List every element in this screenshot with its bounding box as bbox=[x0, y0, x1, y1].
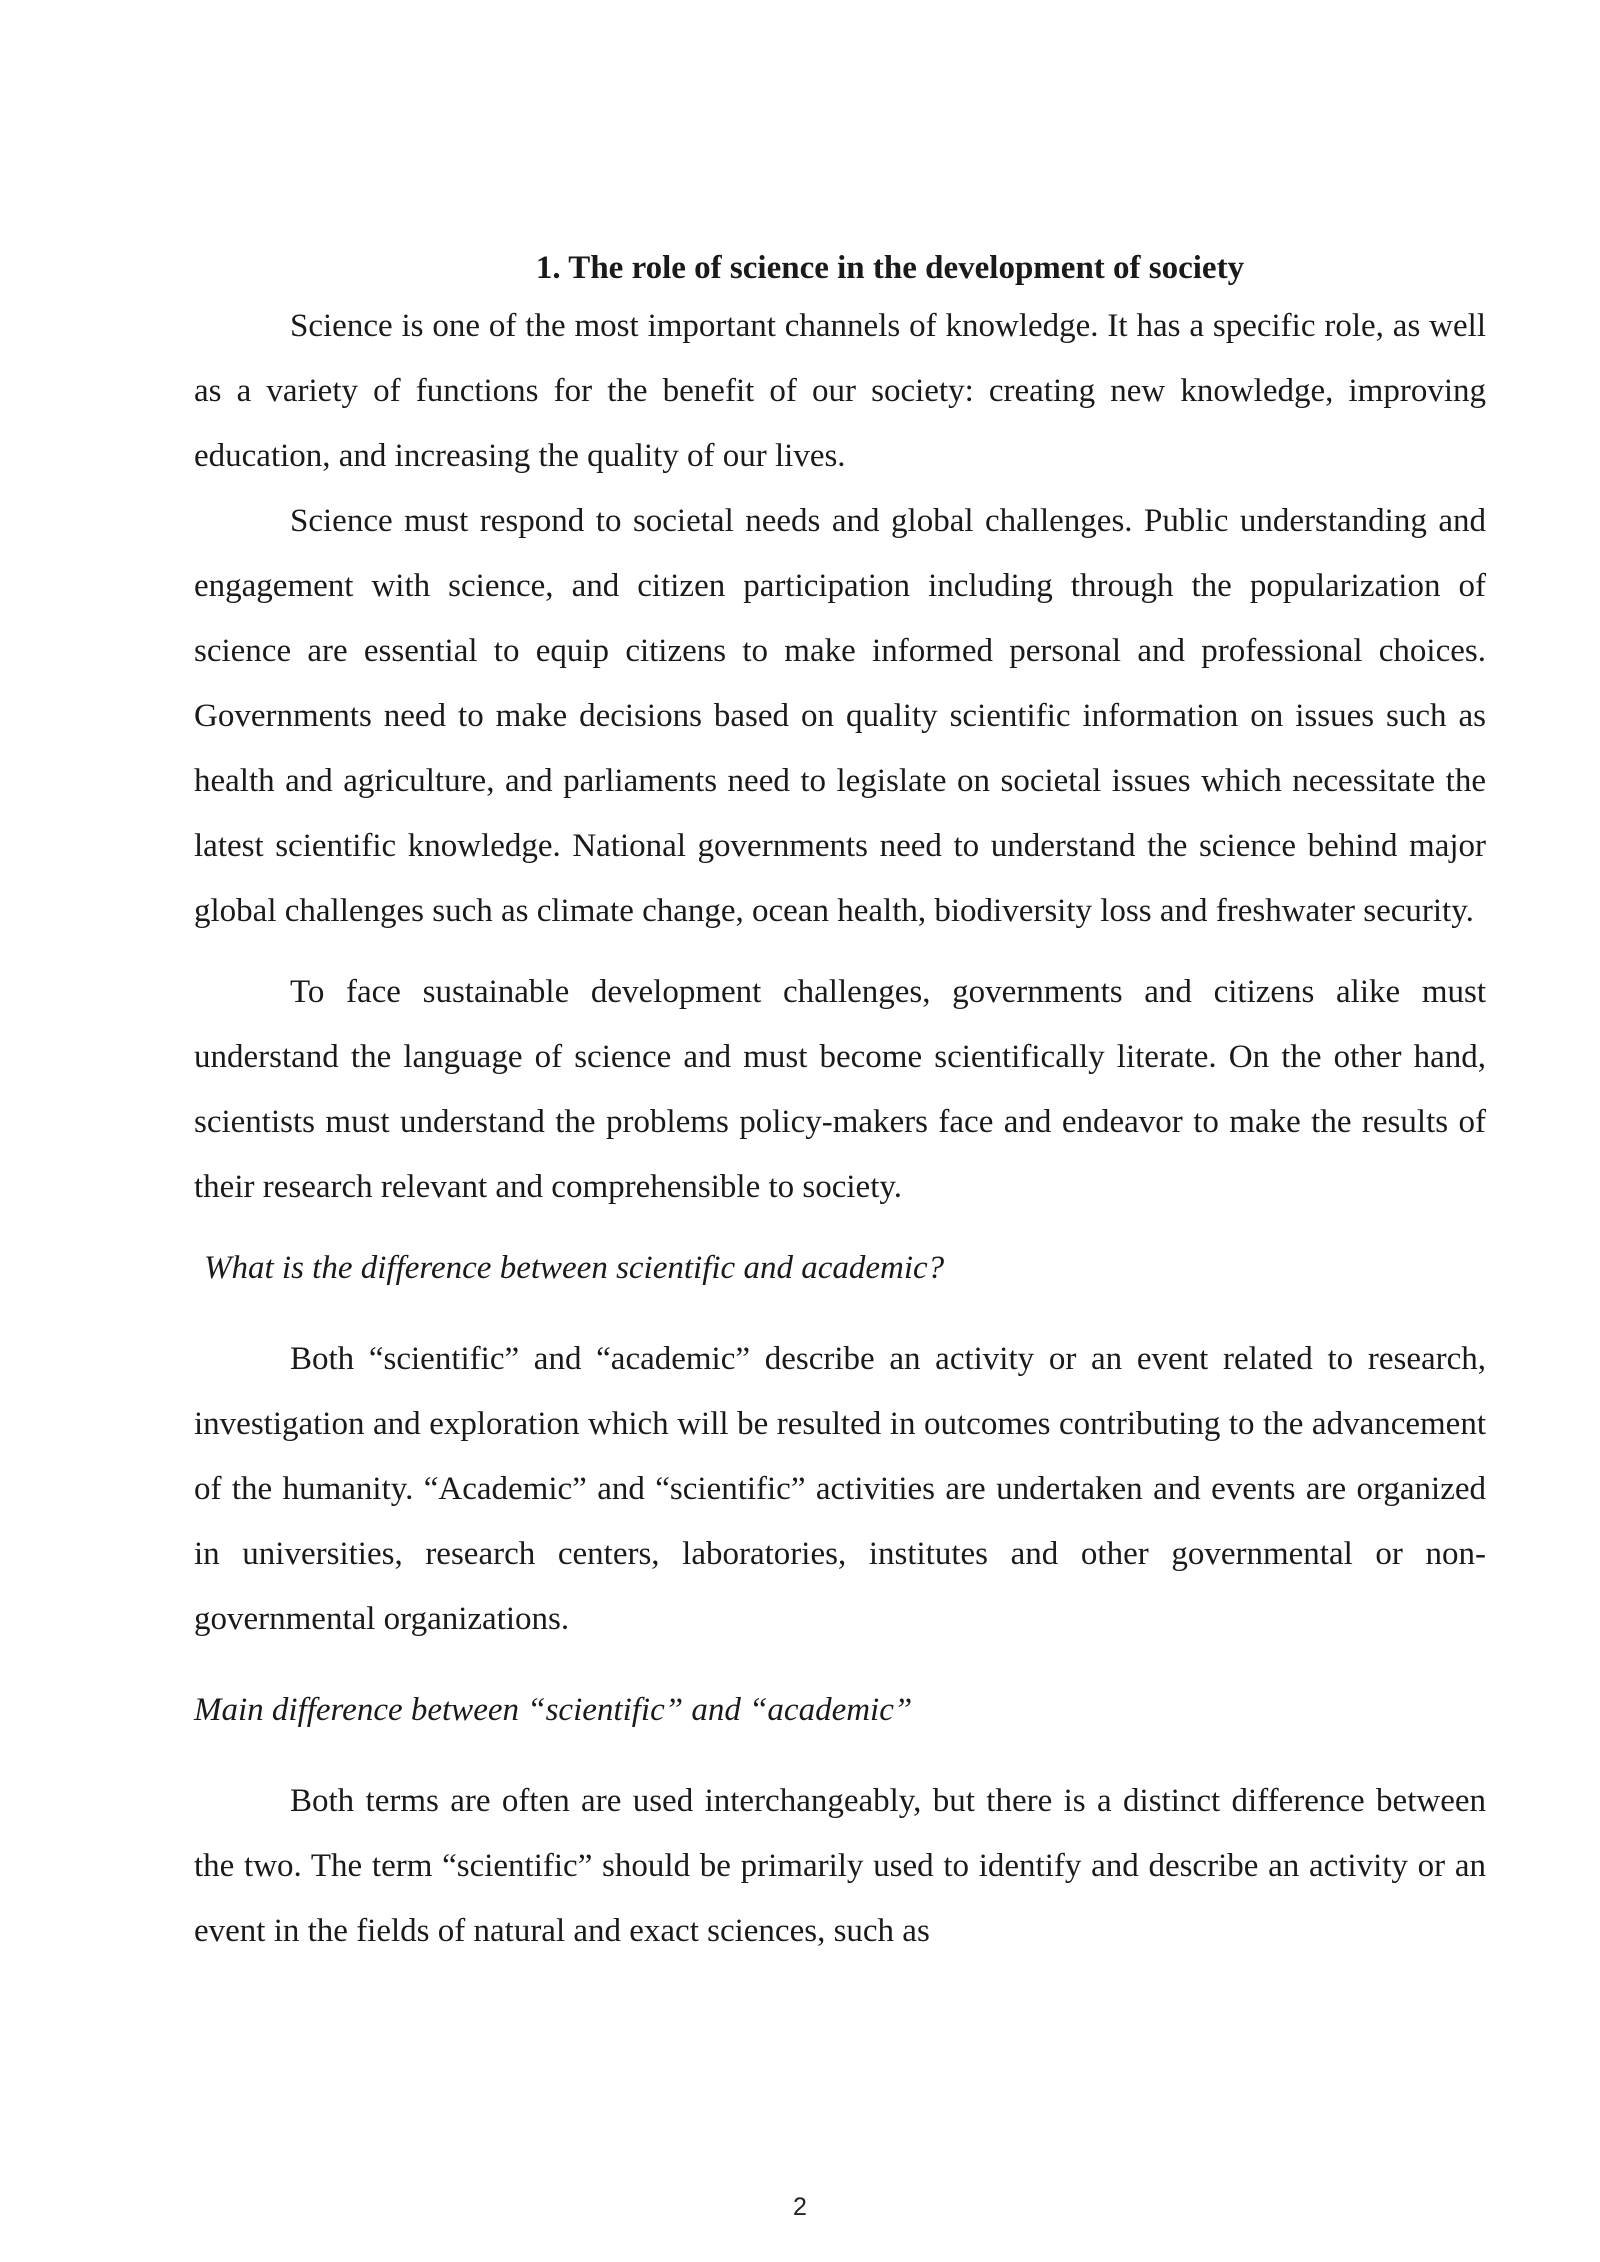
subheading: Main difference between “scientific” and “academic” bbox=[194, 1692, 913, 1728]
paragraph: Both terms are often are used interchangeably, but there is a distinct difference between the two. The term “scientific” should be primarily used to identify and describe an activity or an event in the fields of natural and exact sciences, such as bbox=[194, 1783, 1486, 1949]
paragraph: Science must respond to societal needs and global challenges. Public understanding and engagement with science, and citizen participation including through the popularization of science are essential to equip citizens to make informed personal and professional choices. Governments need to make decisions based on quality scientific information on issues such as health and agriculture, and parliaments need to legislate on societal issues which necessitate the latest scientific knowledge. National governments need to understand the science behind major global challenges such as climate change, ocean health, biodiversity loss and freshwater security. bbox=[194, 503, 1486, 929]
document-body bbox=[194, 242, 1486, 1964]
section-heading: 1. The role of science in the development of society bbox=[535, 250, 1245, 286]
paragraph: To face sustainable development challenges, governments and citizens alike must understand the language of science and must become scientifically literate. On the other hand, scientists must understand the problems policy-makers face and endeavor to make the results of their research relevant and comprehensible to society. bbox=[194, 974, 1486, 1205]
subheading: What is the difference between scientific and academic? bbox=[204, 1250, 945, 1286]
paragraph: Both “scientific” and “academic” describe an activity or an event related to research, investigation and exploration which will be resulted in outcomes contributing to the advancement of the humanity. “Academic” and “scientific” activities are undertaken and events are organized in universities, research centers, laboratories, institutes and other governmental or non-governmental organizations. bbox=[194, 1341, 1486, 1637]
paragraph: Science is one of the most important channels of knowledge. It has a specific role, as well as a variety of functions for the benefit of our society: creating new knowledge, improving education, and increasing the quality of our lives. bbox=[194, 308, 1486, 474]
page-number: 2 bbox=[793, 2193, 807, 2221]
